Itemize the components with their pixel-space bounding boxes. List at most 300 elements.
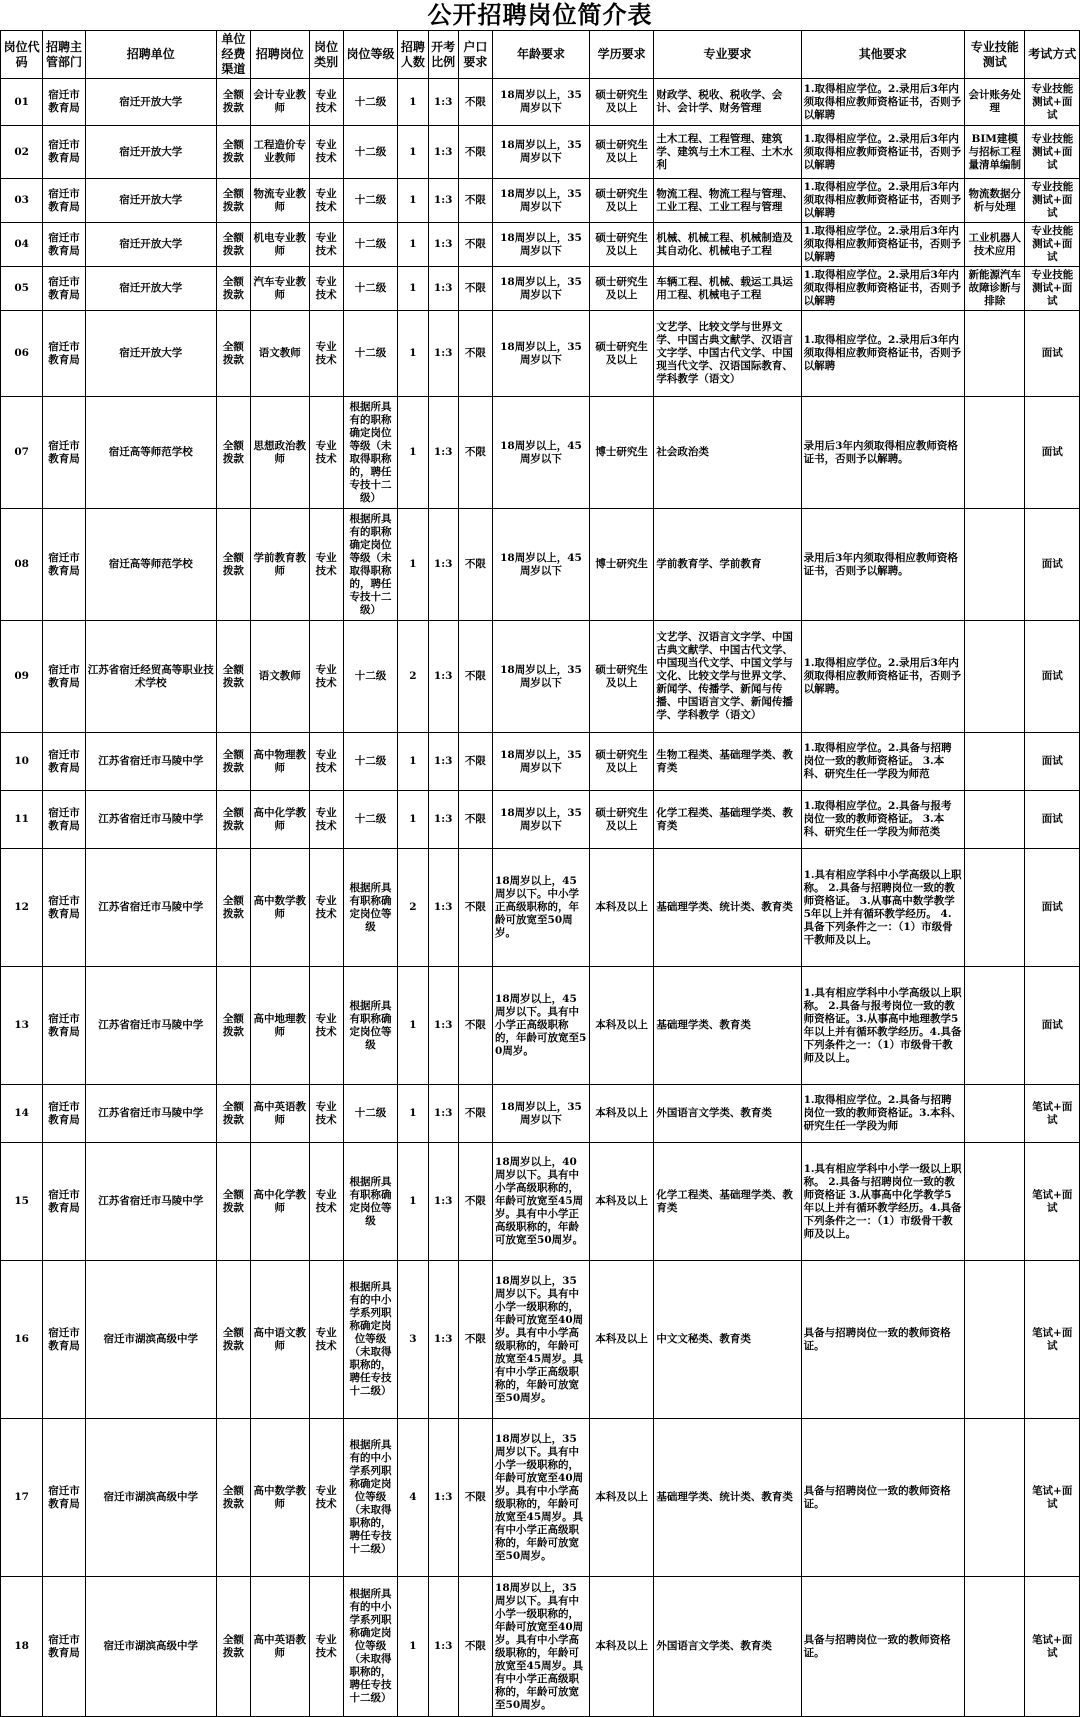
- cell-dept: 宿迁市教育局: [43, 311, 85, 397]
- cell-fund: 全额拨款: [216, 509, 250, 621]
- cell-hukou: 不限: [458, 1261, 492, 1419]
- cell-other: 具备与招聘岗位一致的教师资格证。: [801, 1577, 964, 1717]
- cell-education: 硕士研究生及以上: [589, 267, 654, 311]
- cell-code: 07: [1, 397, 43, 509]
- cell-code: 02: [1, 126, 43, 179]
- cell-education: 硕士研究生及以上: [589, 179, 654, 223]
- cell-count: 1: [398, 126, 428, 179]
- cell-other: 录用后3年内须取得相应教师资格证书，否则予以解聘。: [801, 397, 964, 509]
- cell-count: 1: [398, 397, 428, 509]
- cell-post: 会计专业教师: [251, 79, 309, 126]
- cell-count: 1: [398, 79, 428, 126]
- cell-fund: 全额拨款: [216, 311, 250, 397]
- cell-skill-test: [964, 1261, 1025, 1419]
- cell-post: 高中地理教师: [251, 967, 309, 1085]
- cell-count: 1: [398, 1143, 428, 1261]
- cell-ratio: 1:3: [428, 621, 458, 733]
- cell-dept: 宿迁市教育局: [43, 1577, 85, 1717]
- cell-grade: 十二级: [343, 311, 397, 397]
- cell-category: 专业技术: [309, 223, 343, 267]
- cell-major: 土木工程、工程管理、建筑学、建筑与土木工程、土木水利: [654, 126, 801, 179]
- positions-table: [0, 30, 1080, 1717]
- cell-major: 基础理学类、统计类、教育类: [654, 1419, 801, 1577]
- cell-hukou: 不限: [458, 733, 492, 791]
- cell-fund: 全额拨款: [216, 791, 250, 849]
- cell-category: 专业技术: [309, 1577, 343, 1717]
- cell-fund: 全额拨款: [216, 179, 250, 223]
- cell-hukou: 不限: [458, 223, 492, 267]
- cell-unit: 宿迁市湖滨高级中学: [85, 1261, 216, 1419]
- cell-ratio: 1:3: [428, 311, 458, 397]
- cell-grade: 十二级: [343, 791, 397, 849]
- cell-age: 18周岁以上，35周岁以下: [493, 733, 590, 791]
- cell-post: 高中英语教师: [251, 1577, 309, 1717]
- cell-unit: 宿迁开放大学: [85, 267, 216, 311]
- cell-dept: 宿迁市教育局: [43, 1143, 85, 1261]
- cell-hukou: 不限: [458, 397, 492, 509]
- cell-exam-method: 专业技能测试+面试: [1025, 179, 1080, 223]
- table-row: [1, 733, 1080, 791]
- cell-post: 高中数学教师: [251, 849, 309, 967]
- cell-skill-test: [964, 1085, 1025, 1143]
- cell-count: 1: [398, 311, 428, 397]
- cell-ratio: 1:3: [428, 267, 458, 311]
- cell-ratio: 1:3: [428, 1143, 458, 1261]
- cell-dept: 宿迁市教育局: [43, 967, 85, 1085]
- cell-code: 08: [1, 509, 43, 621]
- cell-exam-method: 面试: [1025, 397, 1080, 509]
- header-category: 岗位类别: [309, 31, 343, 79]
- cell-other: 1.取得相应学位。2.录用后3年内须取得相应教师资格证书，否则予以解聘: [801, 223, 964, 267]
- header-code: 岗位代码: [1, 31, 43, 79]
- cell-grade: 根据所具有的职称确定岗位等级（未取得职称的，聘任专技十二级）: [343, 509, 397, 621]
- cell-ratio: 1:3: [428, 967, 458, 1085]
- cell-hukou: 不限: [458, 1577, 492, 1717]
- cell-fund: 全额拨款: [216, 621, 250, 733]
- cell-other: 1.取得相应学位。2.录用后3年内须取得相应教师资格证书，否则予以解聘: [801, 126, 964, 179]
- cell-other: 1.具有相应学科中小学一级以上职称。 2.具备与招聘岗位一致的教师资格证 3.从事高中化学教学5年以上并有循环教学经历。4.具备下列条件之一：（1）市级骨干教师及以上。: [801, 1143, 964, 1261]
- cell-age: 18周岁以上，35周岁以下: [493, 311, 590, 397]
- cell-hukou: 不限: [458, 179, 492, 223]
- cell-count: 1: [398, 1085, 428, 1143]
- cell-code: 06: [1, 311, 43, 397]
- cell-other: 1.取得相应学位。2.具备与招聘岗位一致的教师资格证。 3.本科、研究生任一学段为师范: [801, 733, 964, 791]
- header-major: 专业要求: [654, 31, 801, 79]
- cell-dept: 宿迁市教育局: [43, 126, 85, 179]
- cell-exam-method: 专业技能测试+面试: [1025, 126, 1080, 179]
- cell-dept: 宿迁市教育局: [43, 79, 85, 126]
- cell-grade: 根据所具有的中小学系列职称确定岗位等级（未取得职称的，聘任专技十二级）: [343, 1577, 397, 1717]
- cell-skill-test: [964, 397, 1025, 509]
- cell-fund: 全额拨款: [216, 267, 250, 311]
- cell-grade: 十二级: [343, 223, 397, 267]
- cell-skill-test: [964, 791, 1025, 849]
- cell-ratio: 1:3: [428, 79, 458, 126]
- header-post: 招聘岗位: [251, 31, 309, 79]
- cell-dept: 宿迁市教育局: [43, 791, 85, 849]
- cell-skill-test: 会计账务处理: [964, 79, 1025, 126]
- cell-exam-method: 面试: [1025, 791, 1080, 849]
- cell-count: 1: [398, 967, 428, 1085]
- header-exam-method: 考试方式: [1025, 31, 1080, 79]
- cell-education: 硕士研究生及以上: [589, 733, 654, 791]
- header-education: 学历要求: [589, 31, 654, 79]
- cell-code: 18: [1, 1577, 43, 1717]
- cell-category: 专业技术: [309, 126, 343, 179]
- cell-unit: 宿迁开放大学: [85, 179, 216, 223]
- cell-age: 18周岁以上，35周岁以下。具有中小学一级职称的，年龄可放宽至40周岁。具有中小学高级职称的，年龄可放宽至45周岁。具有中小学正高级职称的，年龄可放宽至50周岁。: [493, 1577, 590, 1717]
- cell-major: 中文文秘类、教育类: [654, 1261, 801, 1419]
- table-row: [1, 1085, 1080, 1143]
- cell-major: 外国语言文学类、教育类: [654, 1577, 801, 1717]
- cell-other: 1.具有相应学科中小学高级以上职称。 2.具备与报考岗位一致的教师资格证。3.从事高中地理教学5年以上并有循环教学经历。4.具备下列条件之一：（1）市级骨干教师及以上。: [801, 967, 964, 1085]
- cell-education: 博士研究生: [589, 397, 654, 509]
- table-row: [1, 967, 1080, 1085]
- cell-fund: 全额拨款: [216, 1085, 250, 1143]
- cell-grade: 十二级: [343, 1085, 397, 1143]
- cell-unit: 宿迁高等师范学校: [85, 397, 216, 509]
- table-row: [1, 1419, 1080, 1577]
- cell-ratio: 1:3: [428, 179, 458, 223]
- cell-count: 1: [398, 179, 428, 223]
- cell-fund: 全额拨款: [216, 1419, 250, 1577]
- cell-unit: 江苏省宿迁经贸高等职业技术学校: [85, 621, 216, 733]
- cell-major: 化学工程类、基础理学类、教育类: [654, 791, 801, 849]
- cell-exam-method: 笔试+面试: [1025, 1143, 1080, 1261]
- cell-age: 18周岁以上，35周岁以下: [493, 223, 590, 267]
- cell-category: 专业技术: [309, 967, 343, 1085]
- cell-fund: 全额拨款: [216, 1577, 250, 1717]
- cell-education: 本科及以上: [589, 1143, 654, 1261]
- table-row: [1, 1577, 1080, 1717]
- cell-skill-test: [964, 967, 1025, 1085]
- cell-major: 基础理学类、教育类: [654, 967, 801, 1085]
- cell-age: 18周岁以上，35周岁以下: [493, 79, 590, 126]
- cell-unit: 江苏省宿迁市马陵中学: [85, 791, 216, 849]
- cell-unit: 江苏省宿迁市马陵中学: [85, 967, 216, 1085]
- cell-hukou: 不限: [458, 509, 492, 621]
- table-row: [1, 267, 1080, 311]
- cell-post: 机电专业教师: [251, 223, 309, 267]
- table-row: [1, 179, 1080, 223]
- cell-exam-method: 笔试+面试: [1025, 1261, 1080, 1419]
- cell-skill-test: [964, 849, 1025, 967]
- cell-ratio: 1:3: [428, 849, 458, 967]
- cell-dept: 宿迁市教育局: [43, 267, 85, 311]
- cell-fund: 全额拨款: [216, 849, 250, 967]
- cell-other: 具备与招聘岗位一致的教师资格证。: [801, 1261, 964, 1419]
- cell-ratio: 1:3: [428, 1577, 458, 1717]
- cell-age: 18周岁以上，45周岁以下。具有中小学正高级职称的，年龄可放宽至50周岁。: [493, 967, 590, 1085]
- cell-ratio: 1:3: [428, 126, 458, 179]
- header-hukou: 户口要求: [458, 31, 492, 79]
- cell-unit: 宿迁市湖滨高级中学: [85, 1577, 216, 1717]
- cell-count: 2: [398, 849, 428, 967]
- cell-exam-method: 面试: [1025, 509, 1080, 621]
- header-grade: 岗位等级: [343, 31, 397, 79]
- cell-major: 外国语言文学类、教育类: [654, 1085, 801, 1143]
- cell-major: 文艺学、比较文学与世界文学、中国古典文献学、汉语言文字学、中国古代文学、中国现当代文学、汉语国际教育、学科教学（语文）: [654, 311, 801, 397]
- header-unit: 招聘单位: [85, 31, 216, 79]
- cell-count: 1: [398, 733, 428, 791]
- cell-category: 专业技术: [309, 79, 343, 126]
- cell-exam-method: 专业技能测试+面试: [1025, 223, 1080, 267]
- cell-post: 高中化学教师: [251, 791, 309, 849]
- cell-count: 1: [398, 267, 428, 311]
- cell-grade: 十二级: [343, 126, 397, 179]
- cell-hukou: 不限: [458, 791, 492, 849]
- cell-other: 1.取得相应学位。2.录用后3年内须取得相应教师资格证书，否则予以解聘: [801, 267, 964, 311]
- cell-code: 03: [1, 179, 43, 223]
- header-age: 年龄要求: [493, 31, 590, 79]
- table-row: [1, 509, 1080, 621]
- cell-skill-test: [964, 621, 1025, 733]
- cell-other: 1.具有相应学科中小学高级以上职称。 2.具备与招聘岗位一致的教师资格证。 3.从事高中数学教学5年以上并有循环教学经历。 4.具备下列条件之一：（1）市级骨干教师及以上。: [801, 849, 964, 967]
- cell-dept: 宿迁市教育局: [43, 733, 85, 791]
- cell-hukou: 不限: [458, 311, 492, 397]
- cell-dept: 宿迁市教育局: [43, 1261, 85, 1419]
- cell-code: 14: [1, 1085, 43, 1143]
- cell-category: 专业技术: [309, 791, 343, 849]
- cell-ratio: 1:3: [428, 1085, 458, 1143]
- cell-category: 专业技术: [309, 509, 343, 621]
- cell-education: 硕士研究生及以上: [589, 126, 654, 179]
- cell-unit: 宿迁开放大学: [85, 79, 216, 126]
- cell-hukou: 不限: [458, 1419, 492, 1577]
- cell-major: 机械、机械工程、机械制造及其自动化、机械电子工程: [654, 223, 801, 267]
- cell-post: 高中数学教师: [251, 1419, 309, 1577]
- cell-exam-method: 面试: [1025, 311, 1080, 397]
- table-row: [1, 223, 1080, 267]
- cell-post: 学前教育教师: [251, 509, 309, 621]
- cell-exam-method: 面试: [1025, 733, 1080, 791]
- header-skill-test: 专业技能测试: [964, 31, 1025, 79]
- cell-major: 车辆工程、机械、载运工具运用工程、机械电子工程: [654, 267, 801, 311]
- cell-category: 专业技术: [309, 621, 343, 733]
- cell-post: 语文教师: [251, 311, 309, 397]
- cell-category: 专业技术: [309, 311, 343, 397]
- cell-dept: 宿迁市教育局: [43, 397, 85, 509]
- table-row: [1, 1261, 1080, 1419]
- cell-ratio: 1:3: [428, 1419, 458, 1577]
- cell-hukou: 不限: [458, 967, 492, 1085]
- cell-grade: 十二级: [343, 179, 397, 223]
- cell-hukou: 不限: [458, 79, 492, 126]
- cell-hukou: 不限: [458, 267, 492, 311]
- cell-age: 18周岁以上，35周岁以下。具有中小学一级职称的，年龄可放宽至40周岁。具有中小学高级职称的，年龄可放宽至45周岁。具有中小学正高级职称的，年龄可放宽至50周岁。: [493, 1261, 590, 1419]
- cell-code: 13: [1, 967, 43, 1085]
- cell-code: 10: [1, 733, 43, 791]
- header-ratio: 开考比例: [428, 31, 458, 79]
- cell-major: 生物工程类、基础理学类、教育类: [654, 733, 801, 791]
- cell-age: 18周岁以上，40周岁以下。具有中小学高级职称的，年龄可放宽至45周岁。具有中小学正高级职称的，年龄可放宽至50周岁。: [493, 1143, 590, 1261]
- cell-ratio: 1:3: [428, 509, 458, 621]
- cell-major: 文艺学、汉语言文字学、中国古典文献学、中国古代文学、中国现当代文学、中国文学与文化、比较文学与世界文学、新闻学、传播学、新闻与传播、中国语言文学、新闻传播学、学科教学（语文）: [654, 621, 801, 733]
- cell-dept: 宿迁市教育局: [43, 179, 85, 223]
- cell-education: 本科及以上: [589, 967, 654, 1085]
- cell-education: 博士研究生: [589, 509, 654, 621]
- cell-skill-test: 工业机器人技术应用: [964, 223, 1025, 267]
- cell-age: 18周岁以上，35周岁以下: [493, 126, 590, 179]
- cell-education: 本科及以上: [589, 849, 654, 967]
- cell-exam-method: 专业技能测试+面试: [1025, 267, 1080, 311]
- cell-dept: 宿迁市教育局: [43, 849, 85, 967]
- cell-other: 1.取得相应学位。2.录用后3年内须取得相应教师资格证书，否则予以解聘: [801, 79, 964, 126]
- cell-ratio: 1:3: [428, 397, 458, 509]
- header-other: 其他要求: [801, 31, 964, 79]
- table-row: [1, 849, 1080, 967]
- cell-grade: 根据所具有职称确定岗位等级: [343, 967, 397, 1085]
- cell-code: 16: [1, 1261, 43, 1419]
- cell-post: 高中化学教师: [251, 1143, 309, 1261]
- cell-count: 1: [398, 509, 428, 621]
- cell-other: 1.取得相应学位。2.录用后3年内须取得相应教师资格证书，否则予以解聘: [801, 179, 964, 223]
- cell-education: 硕士研究生及以上: [589, 223, 654, 267]
- cell-skill-test: [964, 509, 1025, 621]
- cell-grade: 根据所具有的职称确定岗位等级（未取得职称的，聘任专技十二级）: [343, 397, 397, 509]
- cell-exam-method: 专业技能测试+面试: [1025, 79, 1080, 126]
- cell-hukou: 不限: [458, 849, 492, 967]
- cell-hukou: 不限: [458, 1085, 492, 1143]
- cell-unit: 宿迁开放大学: [85, 126, 216, 179]
- cell-grade: 十二级: [343, 267, 397, 311]
- cell-education: 硕士研究生及以上: [589, 621, 654, 733]
- table-row: [1, 1143, 1080, 1261]
- cell-code: 05: [1, 267, 43, 311]
- cell-ratio: 1:3: [428, 791, 458, 849]
- cell-age: 18周岁以上，35周岁以下: [493, 179, 590, 223]
- cell-skill-test: [964, 311, 1025, 397]
- cell-count: 1: [398, 223, 428, 267]
- cell-count: 1: [398, 791, 428, 849]
- cell-age: 18周岁以上，35周岁以下: [493, 791, 590, 849]
- cell-age: 18周岁以上，35周岁以下。具有中小学一级职称的，年龄可放宽至40周岁。具有中小学高级职称的，年龄可放宽至45周岁。具有中小学正高级职称的，年龄可放宽至50周岁。: [493, 1419, 590, 1577]
- cell-code: 09: [1, 621, 43, 733]
- cell-fund: 全额拨款: [216, 967, 250, 1085]
- cell-fund: 全额拨款: [216, 733, 250, 791]
- cell-education: 硕士研究生及以上: [589, 79, 654, 126]
- cell-count: 2: [398, 621, 428, 733]
- table-header-row: [1, 31, 1080, 79]
- cell-category: 专业技术: [309, 849, 343, 967]
- cell-major: 社会政治类: [654, 397, 801, 509]
- cell-dept: 宿迁市教育局: [43, 1085, 85, 1143]
- table-row: [1, 791, 1080, 849]
- cell-post: 高中语文教师: [251, 1261, 309, 1419]
- cell-dept: 宿迁市教育局: [43, 509, 85, 621]
- cell-category: 专业技术: [309, 1085, 343, 1143]
- cell-unit: 宿迁开放大学: [85, 311, 216, 397]
- cell-post: 工程造价专业教师: [251, 126, 309, 179]
- cell-grade: 十二级: [343, 621, 397, 733]
- cell-fund: 全额拨款: [216, 1143, 250, 1261]
- cell-post: 思想政治教师: [251, 397, 309, 509]
- cell-unit: 江苏省宿迁市马陵中学: [85, 849, 216, 967]
- cell-category: 专业技术: [309, 1261, 343, 1419]
- cell-unit: 宿迁高等师范学校: [85, 509, 216, 621]
- cell-skill-test: 新能源汽车故障诊断与排除: [964, 267, 1025, 311]
- cell-education: 硕士研究生及以上: [589, 791, 654, 849]
- cell-grade: 根据所具有的中小学系列职称确定岗位等级（未取得职称的，聘任专技十二级）: [343, 1419, 397, 1577]
- table-row: [1, 621, 1080, 733]
- cell-education: 硕士研究生及以上: [589, 311, 654, 397]
- cell-education: 本科及以上: [589, 1419, 654, 1577]
- cell-major: 基础理学类、统计类、教育类: [654, 849, 801, 967]
- cell-age: 18周岁以上，45周岁以下: [493, 509, 590, 621]
- cell-dept: 宿迁市教育局: [43, 223, 85, 267]
- cell-age: 18周岁以上，35周岁以下: [493, 621, 590, 733]
- cell-exam-method: 笔试+面试: [1025, 1419, 1080, 1577]
- cell-dept: 宿迁市教育局: [43, 1419, 85, 1577]
- cell-other: 录用后3年内须取得相应教师资格证书，否则予以解聘。: [801, 509, 964, 621]
- cell-fund: 全额拨款: [216, 126, 250, 179]
- cell-exam-method: 面试: [1025, 849, 1080, 967]
- cell-code: 04: [1, 223, 43, 267]
- cell-major: 财政学、税收、税收学、会计、会计学、财务管理: [654, 79, 801, 126]
- cell-education: 本科及以上: [589, 1085, 654, 1143]
- cell-count: 1: [398, 1577, 428, 1717]
- cell-fund: 全额拨款: [216, 79, 250, 126]
- header-count: 招聘人数: [398, 31, 428, 79]
- cell-category: 专业技术: [309, 397, 343, 509]
- cell-count: 3: [398, 1261, 428, 1419]
- cell-other: 1.取得相应学位。2.具备与报考岗位一致的教师资格证。 3.本科、研究生任一学段为师范类: [801, 791, 964, 849]
- cell-post: 高中物理教师: [251, 733, 309, 791]
- cell-grade: 根据所具有职称确定岗位等级: [343, 849, 397, 967]
- cell-skill-test: BIM建模与招标工程量清单编制: [964, 126, 1025, 179]
- table-row: [1, 311, 1080, 397]
- cell-skill-test: [964, 733, 1025, 791]
- cell-code: 12: [1, 849, 43, 967]
- cell-education: 本科及以上: [589, 1261, 654, 1419]
- cell-other: 具备与招聘岗位一致的教师资格证。: [801, 1419, 964, 1577]
- cell-hukou: 不限: [458, 126, 492, 179]
- cell-category: 专业技术: [309, 179, 343, 223]
- cell-exam-method: 笔试+面试: [1025, 1577, 1080, 1717]
- cell-category: 专业技术: [309, 1143, 343, 1261]
- cell-post: 语文教师: [251, 621, 309, 733]
- cell-unit: 宿迁市湖滨高级中学: [85, 1419, 216, 1577]
- cell-code: 11: [1, 791, 43, 849]
- cell-grade: 十二级: [343, 79, 397, 126]
- cell-grade: 十二级: [343, 733, 397, 791]
- cell-skill-test: [964, 1577, 1025, 1717]
- cell-fund: 全额拨款: [216, 1261, 250, 1419]
- cell-skill-test: [964, 1143, 1025, 1261]
- cell-major: 学前教育学、学前教育: [654, 509, 801, 621]
- header-fund: 单位经费渠道: [216, 31, 250, 79]
- cell-grade: 根据所具有职称确定岗位等级: [343, 1143, 397, 1261]
- cell-age: 18周岁以上，35周岁以下: [493, 1085, 590, 1143]
- cell-dept: 宿迁市教育局: [43, 621, 85, 733]
- table-row: [1, 397, 1080, 509]
- cell-other: 1.取得相应学位。2.录用后3年内须取得相应教师资格证书，否则予以解聘: [801, 311, 964, 397]
- cell-code: 17: [1, 1419, 43, 1577]
- cell-other: 1.取得相应学位。2.具备与招聘岗位一致的教师资格证。3.本科、研究生任一学段为师: [801, 1085, 964, 1143]
- cell-post: 汽车专业教师: [251, 267, 309, 311]
- cell-code: 15: [1, 1143, 43, 1261]
- cell-major: 物流工程、物流工程与管理、工业工程、工业工程与管理: [654, 179, 801, 223]
- cell-unit: 江苏省宿迁市马陵中学: [85, 733, 216, 791]
- cell-exam-method: 面试: [1025, 967, 1080, 1085]
- cell-count: 4: [398, 1419, 428, 1577]
- cell-code: 01: [1, 79, 43, 126]
- cell-category: 专业技术: [309, 267, 343, 311]
- table-row: [1, 79, 1080, 126]
- cell-hukou: 不限: [458, 621, 492, 733]
- cell-skill-test: [964, 1419, 1025, 1577]
- cell-age: 18周岁以上，45周岁以下。中小学正高级职称的，年龄可放宽至50周岁。: [493, 849, 590, 967]
